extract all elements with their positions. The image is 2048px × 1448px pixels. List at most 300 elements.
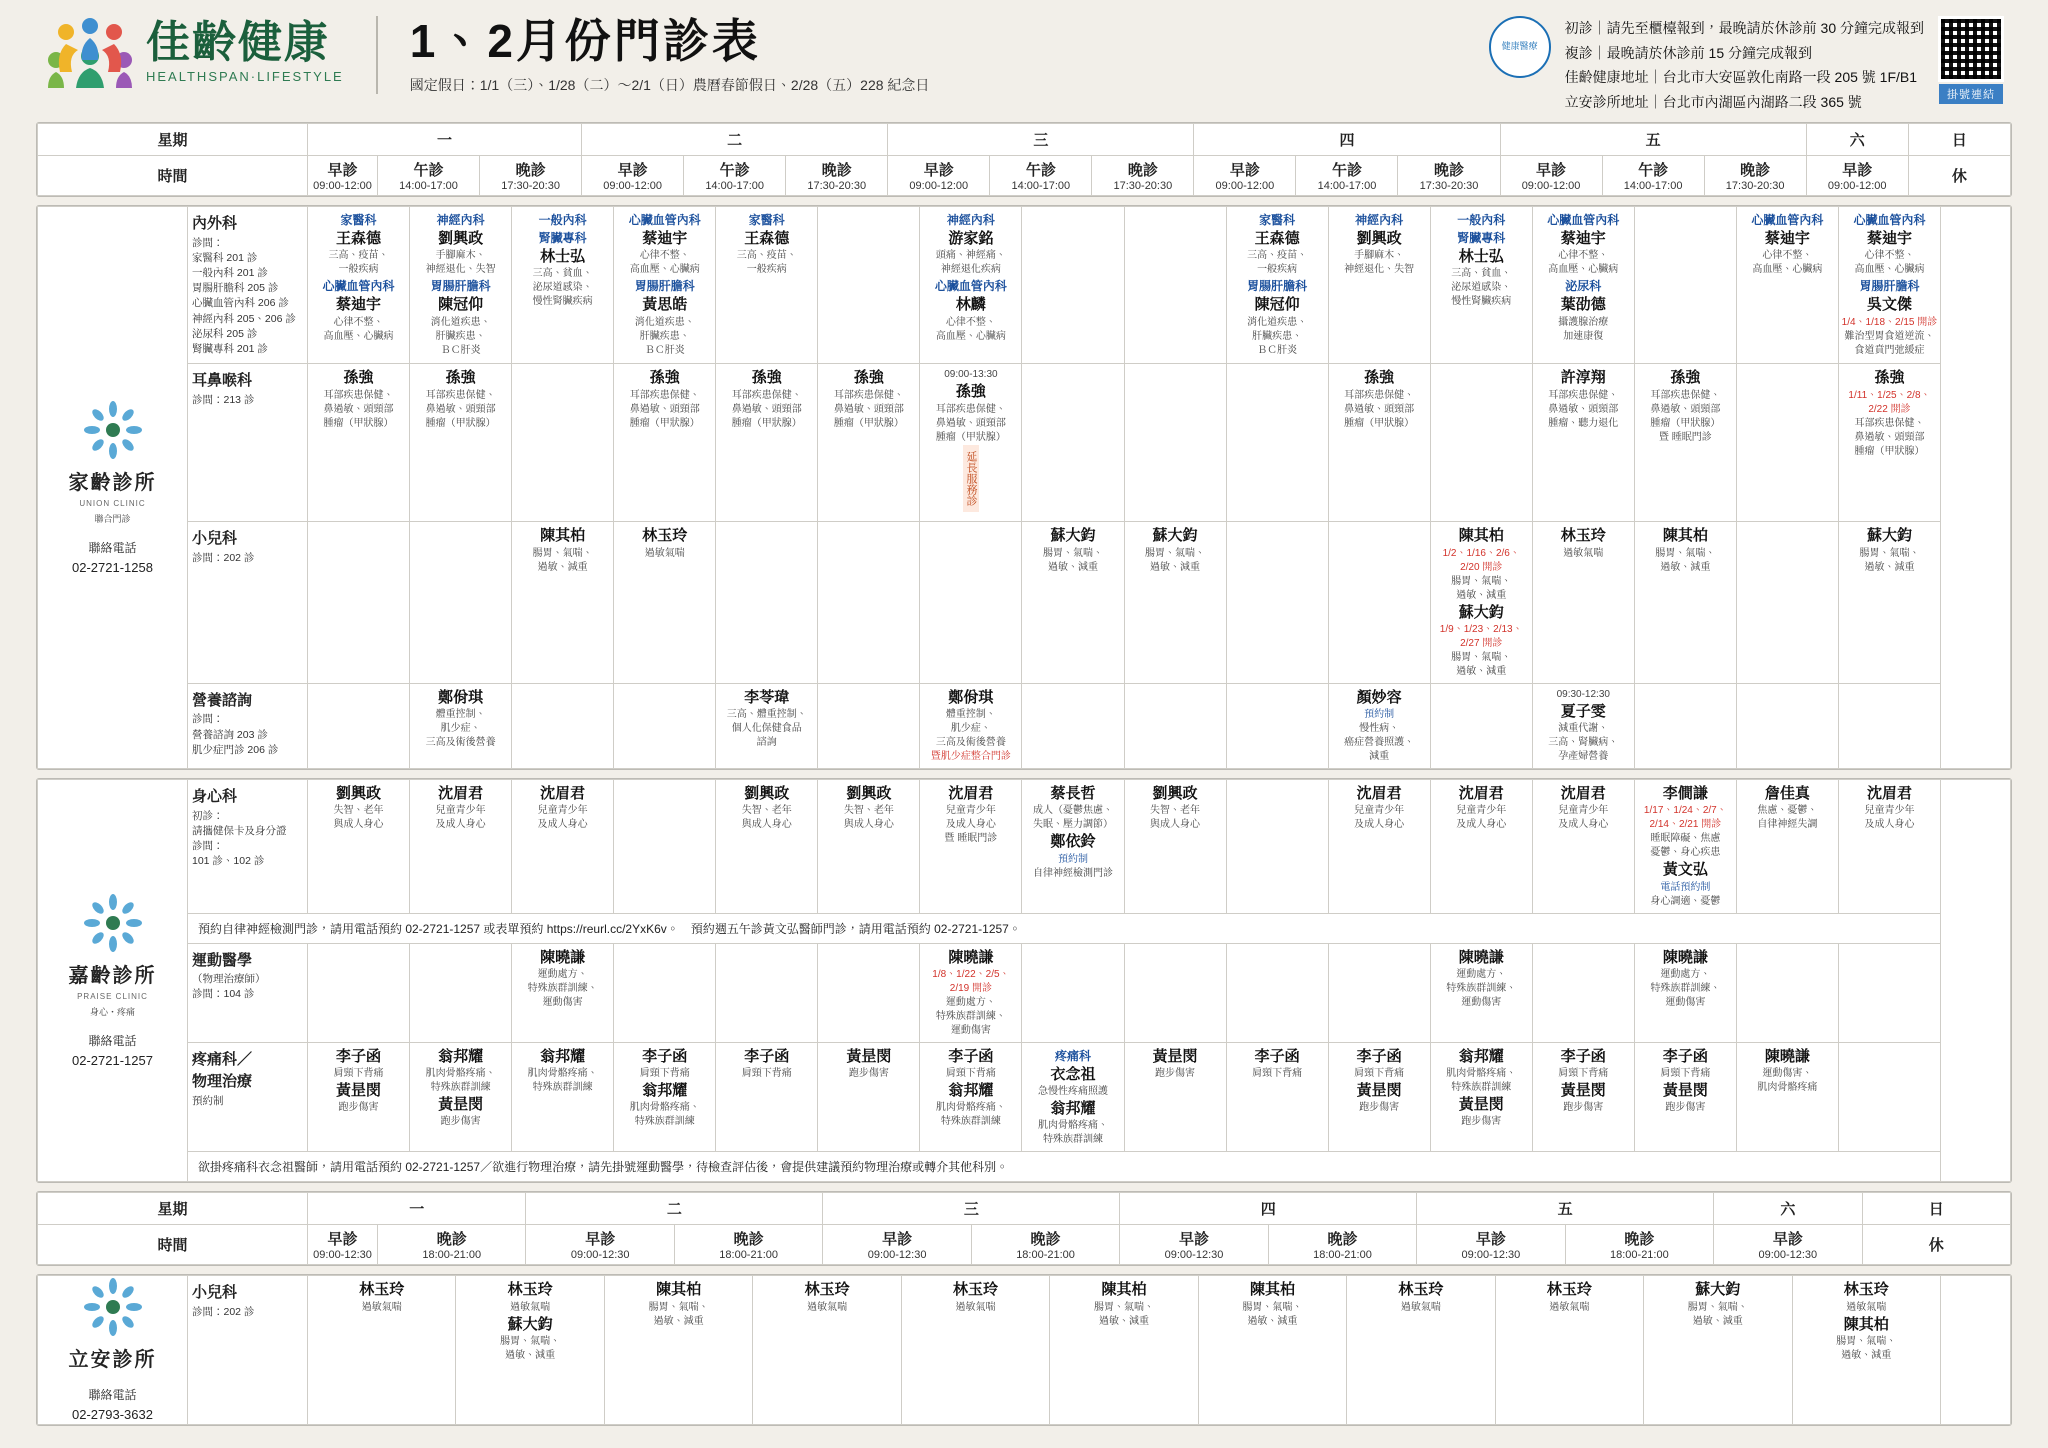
slot-cell[interactable] bbox=[1226, 522, 1328, 684]
doctor-name: 陳其柏 bbox=[1101, 1281, 1147, 1299]
time-slot-10: 午診 14:00-17:00 bbox=[1296, 156, 1398, 196]
slot-cell[interactable] bbox=[614, 207, 716, 364]
slot-cell[interactable] bbox=[1532, 683, 1634, 768]
slot-cell[interactable] bbox=[1124, 364, 1226, 522]
schedule-entry[interactable] bbox=[514, 948, 611, 1010]
entry-specialty: 腸胃、氣喘、 過敏、減重 bbox=[1836, 1335, 1897, 1361]
doctor-name: 蘇大鈞 bbox=[507, 1315, 553, 1333]
slot-cell[interactable] bbox=[716, 364, 818, 522]
entry-specialty: 兒童青少年 及成人身心 bbox=[435, 805, 486, 831]
slot-cell[interactable] bbox=[1226, 683, 1328, 768]
weekday-sunday: 日 bbox=[1862, 1193, 2010, 1225]
slot-cell[interactable] bbox=[1347, 1276, 1495, 1425]
slot-cell[interactable] bbox=[920, 364, 1022, 522]
slot-cell[interactable] bbox=[1532, 780, 1634, 914]
slot-cell[interactable] bbox=[1634, 780, 1736, 914]
schedule-entry[interactable] bbox=[1127, 526, 1224, 574]
schedule-entry[interactable] bbox=[616, 277, 713, 357]
schedule-entry[interactable] bbox=[1024, 1047, 1121, 1099]
department-name: 營養諮詢 bbox=[192, 691, 253, 709]
schedule-entry[interactable] bbox=[1433, 784, 1530, 832]
slot-cell[interactable] bbox=[1430, 207, 1532, 364]
slot-cell[interactable] bbox=[818, 943, 920, 1042]
schedule-entry[interactable] bbox=[1535, 688, 1632, 764]
slot-cell[interactable] bbox=[753, 1276, 901, 1425]
schedule-entry[interactable] bbox=[1331, 211, 1428, 277]
slot-cell[interactable] bbox=[308, 1276, 456, 1425]
clinic-tel[interactable]: 02-2721-1257 bbox=[72, 1052, 153, 1068]
sunday-cell bbox=[1941, 1276, 2011, 1425]
schedule-entry[interactable] bbox=[1331, 784, 1428, 832]
schedule-entry[interactable] bbox=[1535, 784, 1632, 832]
schedule-row bbox=[38, 207, 2011, 364]
schedule-entry[interactable] bbox=[616, 1081, 713, 1129]
slot-cell[interactable] bbox=[1124, 522, 1226, 684]
slot-cell[interactable] bbox=[604, 1276, 752, 1425]
slot-cell[interactable] bbox=[1050, 1276, 1198, 1425]
slot-cell[interactable] bbox=[1430, 1042, 1532, 1152]
slot-cell[interactable] bbox=[1430, 522, 1532, 684]
slot-cell[interactable] bbox=[1532, 207, 1634, 364]
slot-cell[interactable] bbox=[1430, 943, 1532, 1042]
slot-cell[interactable] bbox=[716, 522, 818, 684]
schedule-entry[interactable] bbox=[412, 784, 509, 832]
schedule-entry[interactable] bbox=[310, 784, 407, 832]
schedule-entry[interactable] bbox=[616, 1047, 713, 1081]
slot-cell[interactable] bbox=[1022, 522, 1124, 684]
slot-cell[interactable] bbox=[308, 364, 410, 522]
slot-cell[interactable] bbox=[410, 683, 512, 768]
schedule-entry[interactable] bbox=[1229, 277, 1326, 357]
schedule-entry[interactable] bbox=[310, 1081, 407, 1115]
slot-cell[interactable] bbox=[308, 780, 410, 914]
schedule-entry[interactable] bbox=[718, 211, 815, 277]
time-label: 時間 bbox=[38, 156, 308, 196]
slot-cell[interactable] bbox=[1430, 364, 1532, 522]
entry-dept: 疼痛科 bbox=[1054, 1048, 1091, 1063]
entry-specialty: 腸胃、氣喘、 過敏、減重 bbox=[648, 1301, 709, 1327]
slot-cell[interactable] bbox=[1838, 780, 1940, 914]
slot-cell[interactable] bbox=[1022, 943, 1124, 1042]
slot-cell[interactable] bbox=[1328, 364, 1430, 522]
entry-specialty: 體重控制、 肌少症、 三高及術後營養 bbox=[425, 709, 496, 749]
schedule-entry[interactable] bbox=[1535, 526, 1632, 560]
slot-cell[interactable] bbox=[1022, 683, 1124, 768]
slot-cell[interactable] bbox=[818, 207, 920, 364]
slot-cell[interactable] bbox=[410, 364, 512, 522]
schedule-entry[interactable] bbox=[922, 1047, 1019, 1081]
slot-cell[interactable] bbox=[1198, 1276, 1346, 1425]
schedule-entry[interactable] bbox=[310, 277, 407, 343]
slot-cell[interactable] bbox=[1838, 943, 1940, 1042]
schedule-entry[interactable] bbox=[310, 1047, 407, 1081]
schedule-entry[interactable] bbox=[1841, 211, 1938, 277]
slot-cell[interactable] bbox=[1328, 207, 1430, 364]
schedule-entry[interactable] bbox=[412, 1047, 509, 1095]
schedule-entry[interactable] bbox=[922, 211, 1019, 277]
schedule-entry[interactable] bbox=[922, 368, 1019, 444]
slot-cell[interactable] bbox=[512, 683, 614, 768]
slot-cell[interactable] bbox=[512, 522, 614, 684]
schedule-entry[interactable] bbox=[458, 1315, 601, 1363]
slot-cell[interactable] bbox=[818, 364, 920, 522]
slot-cell[interactable] bbox=[1022, 780, 1124, 914]
slot-cell[interactable] bbox=[1124, 780, 1226, 914]
slot-cell[interactable] bbox=[1328, 522, 1430, 684]
schedule-entry[interactable] bbox=[755, 1280, 898, 1314]
schedule-entry[interactable] bbox=[1127, 1047, 1224, 1081]
qr-code-icon[interactable] bbox=[1938, 16, 2004, 82]
slot-cell[interactable] bbox=[920, 522, 1022, 684]
schedule-entry[interactable] bbox=[820, 368, 917, 430]
slot-cell[interactable] bbox=[1124, 683, 1226, 768]
slot-cell[interactable] bbox=[614, 364, 716, 522]
slot-cell[interactable] bbox=[1532, 522, 1634, 684]
schedule-entry[interactable] bbox=[1637, 526, 1734, 574]
entry-time: 09:30-12:30 bbox=[1556, 688, 1610, 700]
schedule-entry[interactable] bbox=[1201, 1280, 1344, 1328]
schedule-entry[interactable] bbox=[1229, 211, 1326, 277]
schedule-entry[interactable] bbox=[616, 526, 713, 560]
slot-cell[interactable] bbox=[920, 683, 1022, 768]
time-slot-10: 早診 09:00-12:30 bbox=[1714, 1225, 1862, 1265]
notice-line: 佳齡健康地址｜台北市大安區敦化南路一段 205 號 1F/B1 bbox=[1564, 69, 1918, 85]
slot-cell[interactable] bbox=[1022, 207, 1124, 364]
entry-specialty: 過敏氣喘 bbox=[644, 547, 685, 559]
schedule-entry[interactable] bbox=[514, 211, 611, 309]
entry-specialty: 兒童青少年 及成人身心 bbox=[1864, 805, 1915, 831]
slot-cell[interactable] bbox=[1124, 1042, 1226, 1152]
schedule-entry[interactable] bbox=[412, 368, 509, 430]
slot-cell[interactable] bbox=[716, 207, 818, 364]
slot-cell[interactable] bbox=[512, 943, 614, 1042]
slot-cell[interactable] bbox=[1792, 1276, 1940, 1425]
schedule-entry[interactable] bbox=[718, 368, 815, 430]
schedule-entry[interactable] bbox=[718, 688, 815, 750]
schedule-entry[interactable] bbox=[1024, 1099, 1121, 1147]
schedule-entry[interactable] bbox=[718, 784, 815, 832]
doctor-name: 詹佳真 bbox=[1764, 785, 1810, 803]
schedule-entry[interactable] bbox=[1795, 1280, 1938, 1314]
slot-cell[interactable] bbox=[1644, 1276, 1792, 1425]
slot-cell[interactable] bbox=[614, 780, 716, 914]
slot-cell[interactable] bbox=[1838, 1042, 1940, 1152]
schedule-entry[interactable] bbox=[1024, 784, 1121, 832]
entry-dept: 胃腸肝膽科 bbox=[1247, 279, 1308, 294]
entry-specialty: 慢性病、 癌症營養照護、 減重 bbox=[1344, 723, 1415, 763]
slot-cell[interactable] bbox=[512, 780, 614, 914]
slot-cell[interactable] bbox=[920, 943, 1022, 1042]
doctor-name: 翁邦耀 bbox=[1050, 1100, 1096, 1118]
doctor-name: 劉興政 bbox=[438, 230, 484, 247]
entry-specialty: 腸胃、氣喘、 過敏、減重 bbox=[1093, 1301, 1154, 1327]
slot-cell[interactable] bbox=[456, 1276, 604, 1425]
schedule-entry[interactable] bbox=[310, 368, 407, 430]
slot-cell[interactable] bbox=[1226, 943, 1328, 1042]
weekday-2: 二 bbox=[526, 1193, 823, 1225]
slot-cell[interactable] bbox=[716, 943, 818, 1042]
schedule-entry[interactable] bbox=[1637, 860, 1734, 908]
schedule-entry[interactable] bbox=[412, 1095, 509, 1129]
praise-clinic-table bbox=[37, 779, 2011, 1182]
time-slot-1: 晚診 18:00-21:00 bbox=[378, 1225, 526, 1265]
slot-cell[interactable] bbox=[1022, 364, 1124, 522]
slot-cell[interactable] bbox=[920, 1042, 1022, 1152]
entry-specialty: 跑步傷害 bbox=[1461, 1116, 1502, 1128]
slot-cell[interactable] bbox=[1532, 364, 1634, 522]
slot-cell[interactable] bbox=[1634, 943, 1736, 1042]
doctor-name: 沈眉君 bbox=[1458, 785, 1504, 803]
slot-cell[interactable] bbox=[716, 780, 818, 914]
slot-cell[interactable] bbox=[1634, 207, 1736, 364]
schedule-entry[interactable] bbox=[1433, 948, 1530, 1010]
slot-cell[interactable] bbox=[1838, 364, 1940, 522]
slot-cell[interactable] bbox=[1124, 943, 1226, 1042]
slot-cell[interactable] bbox=[614, 683, 716, 768]
schedule-entry[interactable] bbox=[820, 1047, 917, 1081]
slot-cell[interactable] bbox=[1226, 780, 1328, 914]
schedule-entry[interactable] bbox=[310, 1280, 453, 1314]
schedule-entry[interactable] bbox=[616, 211, 713, 277]
schedule-entry[interactable] bbox=[922, 688, 1019, 764]
entry-specialty: 肌肉骨骼疼痛、 特殊族群訓練 bbox=[629, 1102, 700, 1128]
registration-qr[interactable] bbox=[1938, 16, 2004, 104]
entry-specialty: 肌肉骨骼疼痛、 特殊族群訓練 bbox=[935, 1102, 1006, 1128]
schedule-entry[interactable] bbox=[1331, 688, 1428, 764]
clinic-logo-icon bbox=[82, 1278, 144, 1339]
slot-cell[interactable] bbox=[1328, 943, 1430, 1042]
slot-cell[interactable] bbox=[1532, 1042, 1634, 1152]
slot-cell[interactable] bbox=[1634, 1042, 1736, 1152]
slot-cell[interactable] bbox=[308, 207, 410, 364]
weekday-5: 五 bbox=[1417, 1193, 1714, 1225]
union-clinic-table bbox=[37, 206, 2011, 769]
entry-specialty: 過敏氣喘 bbox=[1846, 1301, 1887, 1313]
schedule-entry[interactable] bbox=[412, 277, 509, 357]
entry-extra: 暨 睡眠門診 bbox=[944, 833, 998, 845]
slot-cell[interactable] bbox=[410, 1042, 512, 1152]
slot-cell[interactable] bbox=[308, 1042, 410, 1152]
schedule-entry[interactable] bbox=[1739, 784, 1836, 832]
doctor-name: 孫強 bbox=[445, 369, 476, 387]
schedule-entry[interactable] bbox=[1535, 1047, 1632, 1081]
slot-cell[interactable] bbox=[716, 683, 818, 768]
slot-cell[interactable] bbox=[1634, 364, 1736, 522]
schedule-entry[interactable] bbox=[1052, 1280, 1195, 1328]
schedule-entry[interactable] bbox=[1331, 1081, 1428, 1115]
slot-cell[interactable] bbox=[308, 522, 410, 684]
slot-cell[interactable] bbox=[901, 1276, 1049, 1425]
slot-cell[interactable] bbox=[1838, 522, 1940, 684]
schedule-entry[interactable] bbox=[1433, 211, 1530, 309]
schedule-entry[interactable] bbox=[514, 1047, 611, 1095]
entry-specialty: 成人（憂鬱焦慮、 失眠、壓力調節） bbox=[1032, 805, 1113, 831]
doctor-name: 翁邦耀 bbox=[1458, 1047, 1504, 1065]
schedule-entry[interactable] bbox=[1127, 784, 1224, 832]
schedule-entry[interactable] bbox=[1841, 368, 1938, 458]
slot-cell[interactable] bbox=[1430, 780, 1532, 914]
slot-cell[interactable] bbox=[1736, 780, 1838, 914]
schedule-entry[interactable] bbox=[1331, 1047, 1428, 1081]
entry-specialty: 過敏氣喘 bbox=[361, 1301, 402, 1313]
schedule-entry[interactable] bbox=[1841, 526, 1938, 574]
entry-specialty: 耳部疾患保健、 鼻過敏、頭頸部 腫瘤（甲狀腺） bbox=[1854, 417, 1925, 457]
slot-cell[interactable] bbox=[1736, 207, 1838, 364]
doctor-name: 沈眉君 bbox=[540, 785, 586, 803]
schedule-entry[interactable] bbox=[1841, 784, 1938, 832]
slot-cell[interactable] bbox=[512, 1042, 614, 1152]
doctor-name: 李子函 bbox=[1560, 1047, 1606, 1065]
notice-line: 複診｜最晚請於休診前 15 分鐘完成報到 bbox=[1564, 44, 1812, 61]
slot-cell[interactable] bbox=[1532, 943, 1634, 1042]
schedule-entry[interactable] bbox=[1024, 832, 1121, 880]
schedule-entry[interactable] bbox=[1024, 526, 1121, 574]
entry-specialty: 跑步傷害 bbox=[338, 1102, 379, 1114]
department-name: 小兒科 bbox=[192, 530, 238, 548]
entry-booking: 預約制 bbox=[1364, 709, 1395, 721]
schedule-entry[interactable] bbox=[1349, 1280, 1492, 1314]
entry-dept: 胃腸肝膽科 bbox=[634, 279, 695, 294]
entry-specialty: 失智、老年 與成人身心 bbox=[741, 805, 792, 831]
slot-cell[interactable] bbox=[308, 943, 410, 1042]
holiday-note: 國定假日：1/1（三）、1/28（二）～2/1（日）農曆春節假日、2/28（五）228 紀念日 bbox=[409, 76, 930, 93]
entry-specialty: 肩頸下背痛 bbox=[1660, 1068, 1711, 1080]
entry-specialty: 手腳麻木、 神經退化、失智 bbox=[425, 250, 496, 276]
schedule-entry[interactable] bbox=[1433, 1095, 1530, 1129]
entry-dept: 心臟血管內科 bbox=[322, 279, 395, 294]
schedule-entry[interactable] bbox=[458, 1280, 601, 1314]
schedule-entry[interactable] bbox=[1433, 526, 1530, 602]
schedule-entry[interactable] bbox=[616, 368, 713, 430]
schedule-entry[interactable] bbox=[1637, 948, 1734, 1010]
schedule-entry[interactable] bbox=[1637, 1081, 1734, 1115]
slot-cell[interactable] bbox=[1124, 207, 1226, 364]
doctor-name: 蔡迪宇 bbox=[642, 230, 688, 247]
slot-cell[interactable] bbox=[1736, 943, 1838, 1042]
schedule-entry[interactable] bbox=[1433, 603, 1530, 679]
doctor-name: 沈眉君 bbox=[1356, 785, 1402, 803]
slot-cell[interactable] bbox=[1226, 207, 1328, 364]
entry-dates: 1/8、1/22、2/5、 2/19 開診 bbox=[932, 968, 1010, 994]
slot-cell[interactable] bbox=[512, 207, 614, 364]
slot-cell[interactable] bbox=[1226, 364, 1328, 522]
slot-cell[interactable] bbox=[1838, 207, 1940, 364]
slot-cell[interactable] bbox=[920, 207, 1022, 364]
time-slot-1: 午診 14:00-17:00 bbox=[378, 156, 480, 196]
slot-cell[interactable] bbox=[818, 780, 920, 914]
entry-specialty: 頭痛、神經痛、 神經退化疾病 bbox=[935, 250, 1006, 276]
schedule-entry[interactable] bbox=[718, 1047, 815, 1081]
slot-cell[interactable] bbox=[1430, 683, 1532, 768]
schedule-entry[interactable] bbox=[607, 1280, 750, 1328]
schedule-entry[interactable] bbox=[922, 1081, 1019, 1129]
schedule-entry[interactable] bbox=[1795, 1315, 1938, 1363]
schedule-entry[interactable] bbox=[514, 526, 611, 574]
slot-cell[interactable] bbox=[1226, 1042, 1328, 1152]
slot-cell[interactable] bbox=[716, 1042, 818, 1152]
entry-specialty: 腸胃、氣喘、 過敏、減重 bbox=[1451, 651, 1512, 677]
clinic-logo-icon bbox=[82, 894, 144, 955]
slot-cell[interactable] bbox=[308, 683, 410, 768]
schedule-entry[interactable] bbox=[1535, 1081, 1632, 1115]
slot-cell[interactable] bbox=[614, 1042, 716, 1152]
schedule-entry[interactable] bbox=[514, 784, 611, 832]
doctor-name: 陳其柏 bbox=[1662, 527, 1708, 545]
schedule-entry[interactable] bbox=[1637, 368, 1734, 444]
schedule-entry[interactable] bbox=[1229, 1047, 1326, 1081]
slot-cell[interactable] bbox=[818, 1042, 920, 1152]
slot-cell[interactable] bbox=[920, 780, 1022, 914]
slot-cell[interactable] bbox=[1838, 683, 1940, 768]
weekday-label: 星期 bbox=[38, 1193, 308, 1225]
schedule-entry[interactable] bbox=[310, 211, 407, 277]
schedule-entry[interactable] bbox=[1739, 1047, 1836, 1095]
schedule-entry[interactable] bbox=[1535, 211, 1632, 277]
slot-cell[interactable] bbox=[1736, 364, 1838, 522]
schedule-entry[interactable] bbox=[412, 211, 509, 277]
slot-cell[interactable] bbox=[410, 207, 512, 364]
schedule-entry[interactable] bbox=[1433, 1047, 1530, 1095]
doctor-name: 王森德 bbox=[744, 230, 790, 247]
schedule-entry[interactable] bbox=[1498, 1280, 1641, 1314]
slot-cell[interactable] bbox=[614, 943, 716, 1042]
doctor-name: 劉興政 bbox=[846, 785, 892, 803]
schedule-entry[interactable] bbox=[412, 688, 509, 750]
clinic-tel[interactable]: 02-2721-1258 bbox=[72, 559, 153, 575]
slot-cell[interactable] bbox=[1736, 1042, 1838, 1152]
schedule-entry[interactable] bbox=[1739, 211, 1836, 277]
slot-cell[interactable] bbox=[818, 683, 920, 768]
schedule-entry[interactable] bbox=[1331, 368, 1428, 430]
slot-cell[interactable] bbox=[1736, 522, 1838, 684]
slot-cell[interactable] bbox=[614, 522, 716, 684]
slot-cell[interactable] bbox=[1328, 780, 1430, 914]
slot-cell[interactable] bbox=[410, 780, 512, 914]
slot-cell[interactable] bbox=[818, 522, 920, 684]
slot-cell[interactable] bbox=[1495, 1276, 1643, 1425]
schedule-entry[interactable] bbox=[820, 784, 917, 832]
slot-cell[interactable] bbox=[1328, 1042, 1430, 1152]
slot-cell[interactable] bbox=[1328, 683, 1430, 768]
schedule-entry[interactable] bbox=[1841, 277, 1938, 357]
schedule-entry[interactable] bbox=[904, 1280, 1047, 1314]
schedule-entry[interactable] bbox=[922, 948, 1019, 1038]
schedule-entry[interactable] bbox=[1535, 368, 1632, 430]
schedule-entry[interactable] bbox=[1637, 784, 1734, 860]
slot-cell[interactable] bbox=[1736, 683, 1838, 768]
entry-specialty: 耳部疾患保健、 鼻過敏、頭頸部 腫瘤（甲狀腺） bbox=[1650, 389, 1721, 429]
doctor-name: 鄭佾琪 bbox=[438, 688, 484, 706]
slot-cell[interactable] bbox=[410, 522, 512, 684]
slot-cell[interactable] bbox=[1022, 1042, 1124, 1152]
time-slot-9: 早診 09:00-12:00 bbox=[1194, 156, 1296, 196]
notice-line: 初診｜請先至櫃檯報到，最晚請於休診前 30 分鐘完成報到 bbox=[1564, 20, 1924, 36]
schedule-entry[interactable] bbox=[922, 277, 1019, 343]
doctor-name: 陳曉謙 bbox=[948, 948, 994, 966]
lian-clinic-table bbox=[37, 1275, 2011, 1425]
doctor-name: 黃文弘 bbox=[1662, 861, 1708, 879]
slot-cell[interactable] bbox=[410, 943, 512, 1042]
schedule-entry[interactable] bbox=[1637, 1047, 1734, 1081]
doctor-name: 陳其柏 bbox=[540, 527, 586, 545]
schedule-entry[interactable] bbox=[922, 784, 1019, 846]
slot-cell[interactable] bbox=[1634, 683, 1736, 768]
slot-cell[interactable] bbox=[512, 364, 614, 522]
schedule-entry[interactable] bbox=[1646, 1280, 1789, 1328]
clinic-tel[interactable]: 02-2793-3632 bbox=[72, 1407, 153, 1423]
slot-cell[interactable] bbox=[1634, 522, 1736, 684]
schedule-entry[interactable] bbox=[1535, 277, 1632, 343]
